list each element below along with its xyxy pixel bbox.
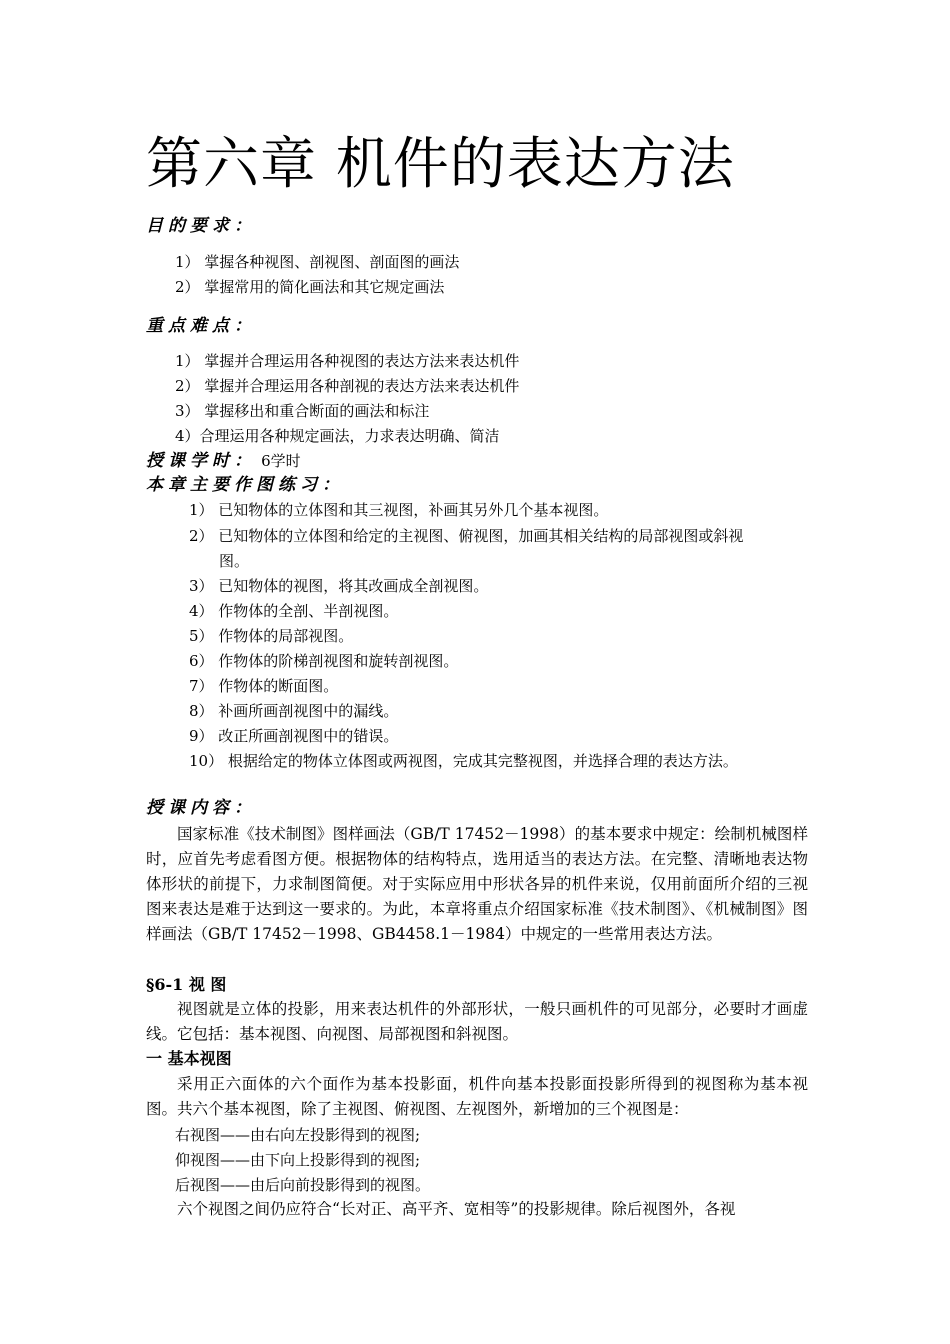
key-point-item: 3） 掌握移出和重合断面的画法和标注 [175,402,430,420]
content-heading: 授课内容： [146,798,256,818]
exercise-item: 5） 作物体的局部视图。 [189,627,354,645]
exercise-item: 9） 改正所画剖视图中的错误。 [189,727,399,745]
exercise-item: 6） 作物体的阶梯剖视图和旋转剖视图。 [189,652,459,670]
exercises-heading: 本章主要作图练习： [146,475,344,495]
exercise-item: 10） 根据给定的物体立体图或两视图，完成其完整视图，并选择合理的表达方法。 [189,752,738,770]
hours-label: 授课学时： [146,451,256,471]
exercise-item: 7） 作物体的断面图。 [189,677,339,695]
section-title: §6-1 视 图 [146,975,227,994]
objectives-heading: 目的要求： [146,216,256,236]
exercise-item: 1） 已知物体的立体图和其三视图，补画其另外几个基本视图。 [189,501,609,519]
view-definition: 仰视图——由下向上投影得到的视图; [175,1151,421,1169]
objective-item: 1） 掌握各种视图、剖视图、剖面图的画法 [175,253,460,271]
hours-value: 6学时 [261,452,301,470]
last-paragraph: 六个视图之间仍应符合“长对正、高平齐、宽相等”的投影规律。除后视图外，各视 [177,1200,736,1218]
intro-paragraph: 国家标准《技术制图》图样画法（GB/T 17452－1998）的基本要求中规定：绘制机械图样时，应首先考虑看图方便。根据物体的结构特点，选用适当的表达方法。在完整、清晰地表达物体形状的前提下，力求制图简便。对于实际应用中形状各异的机件来说，仅用前面所介绍的三视图来表达是难于达到这一要求的。为此，本章将重点介绍国家标准《技术制图》、《机械制图》图样画法（GB/T 17452－1998、GB4458.1－1984）中规定的一些常用表达方法。 [146,825,808,943]
subsection-title: 一 基本视图 [146,1049,232,1068]
exercise-item: 3） 已知物体的视图，将其改画成全剖视图。 [189,577,489,595]
section-intro-paragraph: 视图就是立体的投影，用来表达机件的外部形状，一般只画机件的可见部分，必要时才画虚线。它包括：基本视图、向视图、局部视图和斜视图。 [146,1000,808,1043]
key-points-heading: 重点难点： [146,316,256,336]
chapter-title: 第六章 机件的表达方法 [146,132,735,197]
exercise-item-continuation: 图。 [219,552,250,570]
key-point-item: 2） 掌握并合理运用各种剖视的表达方法来表达机件 [175,377,520,395]
hours-line [146,449,301,473]
exercise-item: 4） 作物体的全剖、半剖视图。 [189,602,399,620]
exercise-item: 2） 已知物体的立体图和给定的主视图、俯视图，加画其相关结构的局部视图或斜视 [189,527,744,545]
view-definition: 后视图——由后向前投影得到的视图。 [175,1176,431,1194]
basic-views-paragraph: 采用正六面体的六个面作为基本投影面，机件向基本投影面投影所得到的视图称为基本视图。共六个基本视图，除了主视图、俯视图、左视图外，新增加的三个视图是： [146,1075,808,1118]
objective-item: 2） 掌握常用的简化画法和其它规定画法 [175,278,445,296]
exercise-item: 8） 补画所画剖视图中的漏线。 [189,702,399,720]
key-point-item: 4）合理运用各种规定画法，力求表达明确、简洁 [175,427,500,445]
view-definition: 右视图——由右向左投影得到的视图; [175,1126,421,1144]
key-point-item: 1） 掌握并合理运用各种视图的表达方法来表达机件 [175,352,520,370]
